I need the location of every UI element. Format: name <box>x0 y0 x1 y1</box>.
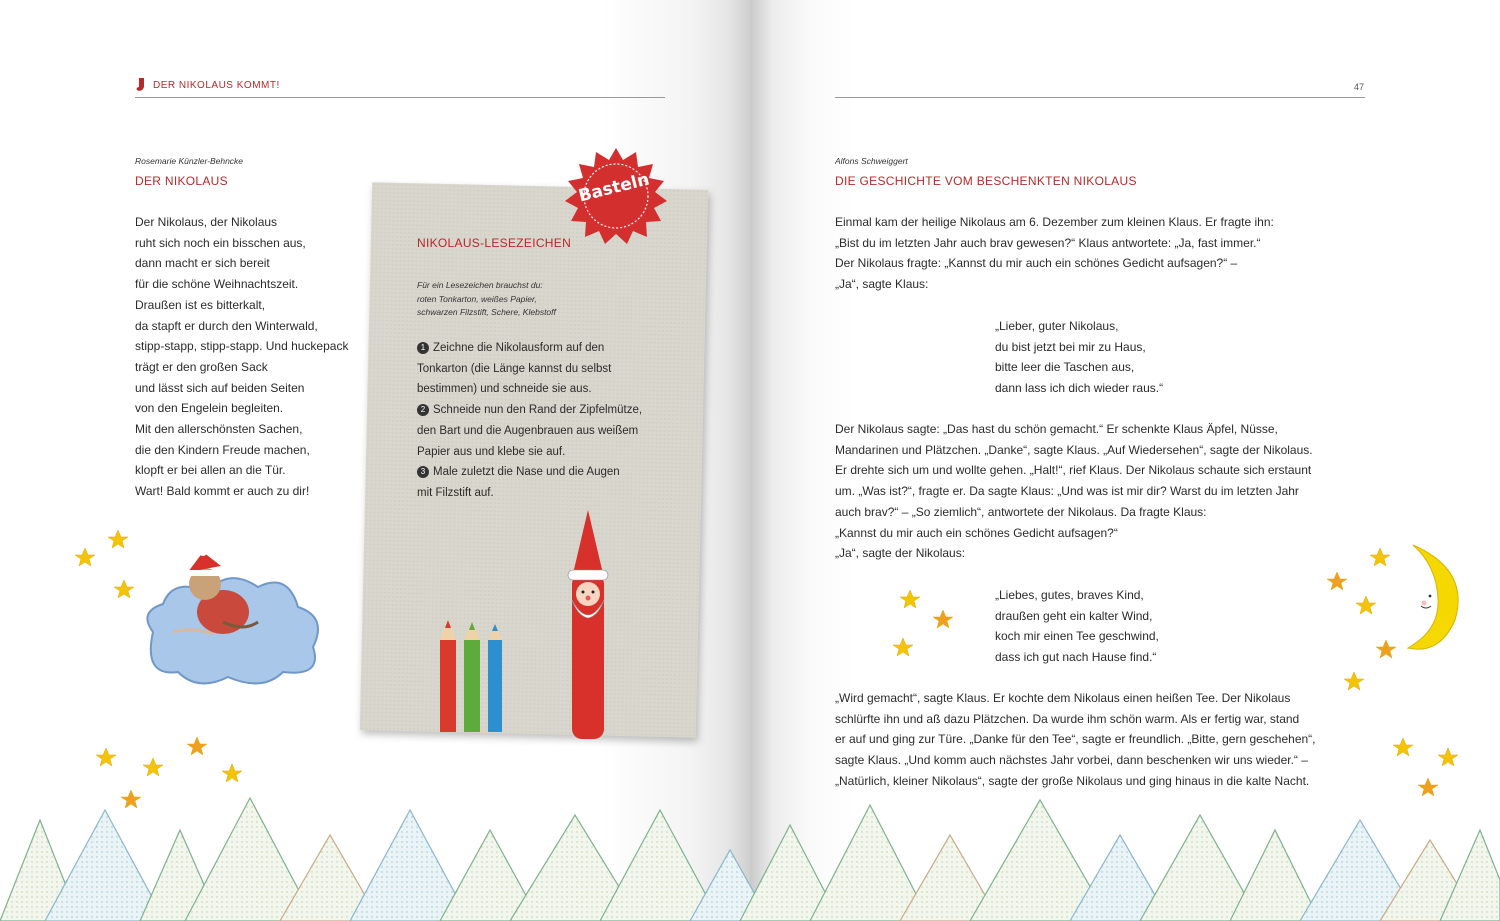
poem-line: für die schöne Weihnachtszeit. <box>135 277 299 292</box>
poem-line: dass ich gut nach Hause find.“ <box>995 650 1157 665</box>
step-number-2: 2 <box>417 404 429 416</box>
author-left: Rosemarie Künzler-Behncke <box>135 156 244 166</box>
star-icon <box>900 590 920 608</box>
poem-line: Mit den allerschönsten Sachen, <box>135 422 303 437</box>
star-icon <box>1344 672 1364 690</box>
poem-line: bitte leer die Taschen aus, <box>995 360 1135 375</box>
text-line: „Ja“, sagte Klaus: <box>835 277 929 292</box>
badge-label: Basteln <box>576 169 652 207</box>
star-icon <box>1438 748 1458 766</box>
text-line: „Wird gemacht“, sagte Klaus. Er kochte dem Nikolaus einen heißen Tee. Der Nikolaus <box>835 691 1291 705</box>
poem-line: Der Nikolaus, der Nikolaus <box>135 215 278 229</box>
poem-line: von den Engelein begleiten. <box>135 401 284 416</box>
card-title: NIKOLAUS-LESEZEICHEN <box>417 236 572 250</box>
star-icon <box>1376 640 1396 658</box>
text-line: „Natürlich, kleiner Nikolaus“, sagte der große Nikolaus und ging hinaus in die kalte Nacht. <box>835 773 1310 788</box>
step-text: Male zuletzt die Nase und die Augen <box>433 466 620 479</box>
intro-line: Für ein Lesezeichen brauchst du: <box>417 280 543 290</box>
moon-icon <box>1408 545 1458 649</box>
poem-line: „Liebes, gutes, braves Kind, <box>995 588 1144 602</box>
page-number: 47 <box>1354 82 1365 92</box>
poem-line: dann macht er sich bereit <box>135 256 270 271</box>
text-line: auch brav?“ – „So ziemlich“, antwortete der Nikolaus. Da fragte Klaus: <box>835 504 1207 519</box>
text-line: „Ja“, sagte der Nikolaus: <box>835 546 966 561</box>
star-icon <box>1370 548 1390 566</box>
star-icon <box>1393 738 1413 756</box>
step-text: Tonkarton (die Länge kannst du selbst <box>417 362 612 375</box>
text-line: um. „Was ist?“, fragte er. Da sagte Klaus: „Und was ist mir dir? Warst du im letzten Jahr <box>835 484 1299 499</box>
text-line: sagte Klaus. „Und komm auch nächstes Jahr vorbei, dann beschenken wir uns wieder.“ – <box>835 753 1308 768</box>
step-text: mit Filzstift auf. <box>417 486 494 499</box>
text-line: schlürfte ihn und aß dazu Plätzchen. Da wurde ihm schön warm. Als er fertig war, stand <box>835 711 1300 726</box>
text-line: Mandarinen und Plätzchen. „Danke“, sagte Klaus. „Auf Wiedersehen“, sagte der Nikolaus. <box>835 442 1313 457</box>
step-text: Zeichne die Nikolausform auf den <box>433 342 605 354</box>
poem-line: trägt er den großen Sack <box>135 359 268 374</box>
poem-title-left: DER NIKOLAUS <box>135 174 228 188</box>
star-icon <box>1356 596 1376 614</box>
poem-line: Draußen ist es bitterkalt, <box>135 297 266 312</box>
text-line: „Bist du im letzten Jahr auch brav gewesen?“ Klaus antwortete: „Ja, fast immer.“ <box>835 235 1261 250</box>
step-text: Schneide nun den Rand der Zipfelmütze, <box>433 404 643 417</box>
poem-line: Wart! Bald kommt er auch zu dir! <box>135 484 310 499</box>
step-number-3: 3 <box>417 466 429 478</box>
text-line: Er drehte sich um und wollte gehen. „Halt!“, rief Klaus. Der Nikolaus schaute sich erstaunt <box>835 463 1312 478</box>
star-icon <box>893 638 913 656</box>
poem-line: „Lieber, guter Nikolaus, <box>995 319 1119 333</box>
step-text: Papier aus und klebe sie auf. <box>417 445 566 458</box>
author-right: Alfons Schweiggert <box>835 156 908 166</box>
poem-line: ruht sich noch ein bisschen aus, <box>135 235 306 250</box>
poem-line: stipp-stapp, stipp-stapp. Und huckepack <box>135 339 349 354</box>
text-line: „Kannst du mir auch ein schönes Gedicht aufsagen?“ <box>835 525 1118 540</box>
star-icon <box>1327 572 1347 590</box>
poem-line: draußen geht ein kalter Wind, <box>995 608 1153 623</box>
text-line: Einmal kam der heilige Nikolaus am 6. Dezember zum kleinen Klaus. Er fragte ihn: <box>835 215 1274 229</box>
poem-line: koch mir einen Tee geschwind, <box>995 629 1159 644</box>
text-line: Der Nikolaus fragte: „Kannst du mir auch ein schönes Gedicht aufsagen?“ – <box>835 256 1238 271</box>
step-text: bestimmen) und schneide sie aus. <box>417 383 592 396</box>
intro-line: roten Tonkarton, weißes Papier, <box>417 293 537 304</box>
step-number-1: 1 <box>417 342 429 354</box>
fir-tree-icon <box>1230 830 1320 921</box>
text-line: er auf und ging zur Türe. „Danke für den Tee“, sagte er freundlich. „Bitte, gern geschehen“, <box>835 732 1316 747</box>
star-icon <box>933 610 953 628</box>
poem-line: klopft er bei allen an die Tür. <box>135 463 286 478</box>
fir-tree-row <box>0 790 1500 921</box>
poem-line: dann lass ich dich wieder raus.“ <box>995 381 1164 396</box>
poem-line: du bist jetzt bei mir zu Haus, <box>995 339 1146 354</box>
text-line: Der Nikolaus sagte: „Das hast du schön gemacht.“ Er schenkte Klaus Äpfel, Nüsse, <box>835 422 1278 436</box>
story-title: DIE GESCHICHTE VOM BESCHENKTEN NIKOLAUS <box>835 174 1137 188</box>
step-text: den Bart und die Augenbrauen aus weißem <box>417 424 639 437</box>
poem-line: die den Kindern Freude machen, <box>135 442 310 457</box>
intro-line: schwarzen Filzstift, Schere, Klebstoff <box>417 307 556 317</box>
poem-line: und lässt sich auf beiden Seiten <box>135 380 305 395</box>
running-head: DER NIKOLAUS KOMMT! <box>153 80 280 91</box>
poem-line: da stapft er durch den Winterwald, <box>135 318 318 333</box>
